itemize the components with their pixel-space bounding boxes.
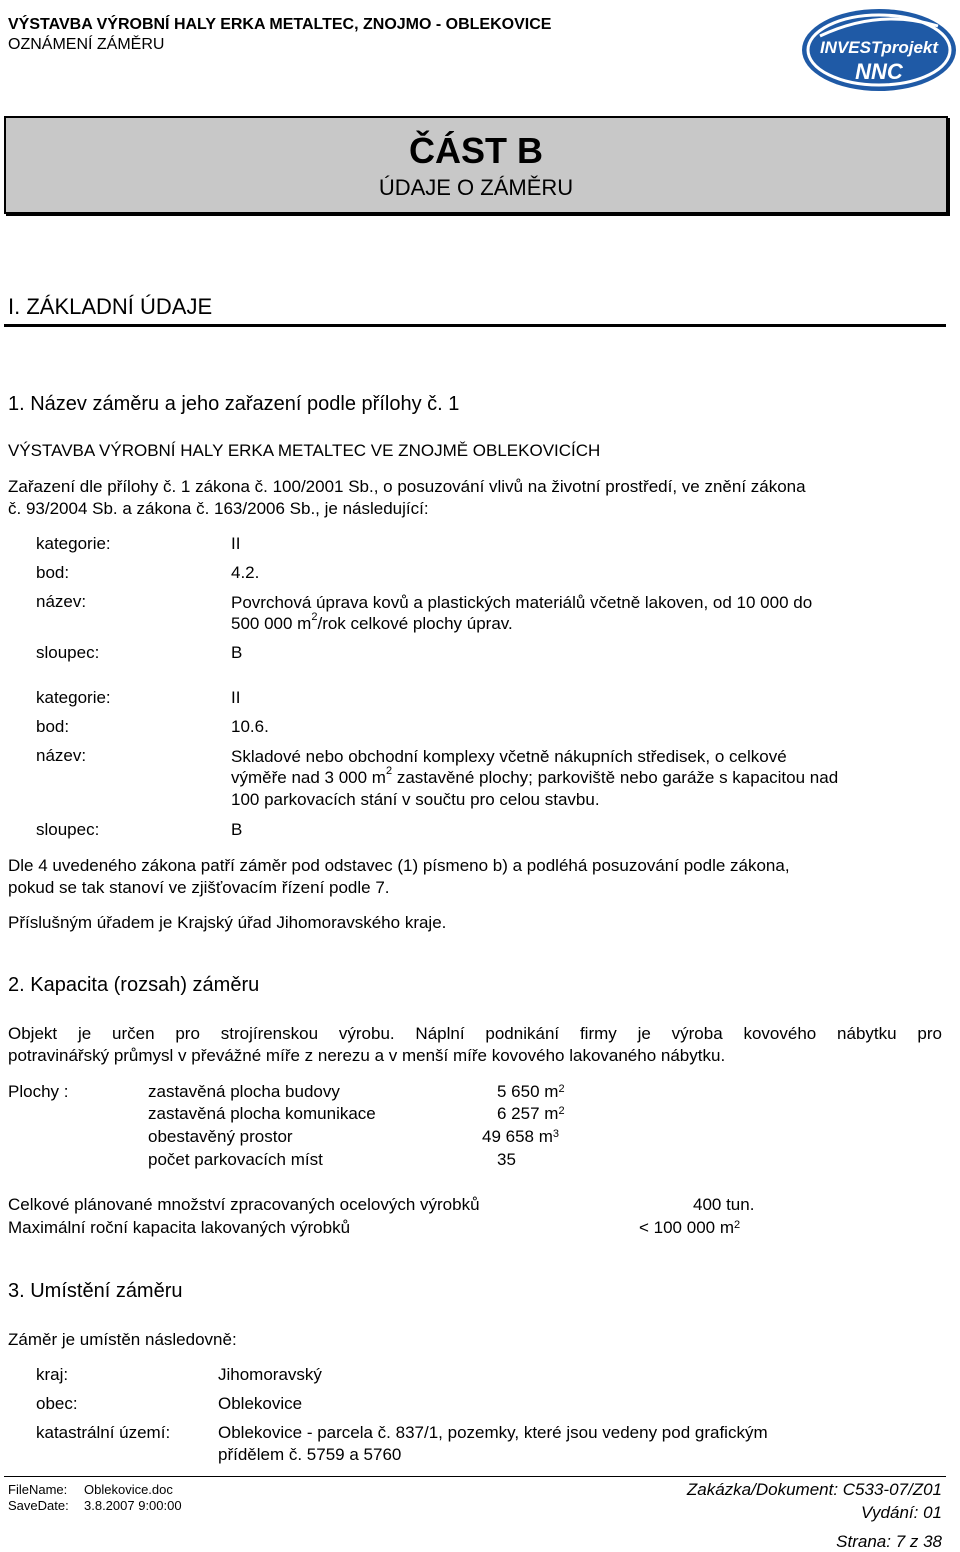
- cat2-sloupec: B: [231, 820, 243, 839]
- plocha-value: 6 257 $m^2$: [497, 1104, 565, 1123]
- obec-value: Oblekovice: [218, 1394, 303, 1413]
- heading-umisteni: 3. Umístění záměru: [8, 1280, 183, 1302]
- cat2-kategorie: II: [231, 688, 241, 707]
- plocha-value: 5 650 $m^2$: [497, 1082, 565, 1101]
- logo-text-line1: INVESTprojekt: [819, 38, 939, 57]
- celkove-mnozstvi-value: 400 tun.: [693, 1195, 755, 1214]
- celkove-mnozstvi-label: Celkové plánované množství zpracovaných ocelových výrobků: [8, 1195, 480, 1214]
- label-kategorie: kategorie:: [36, 534, 111, 553]
- label-nazev: název:: [36, 592, 87, 611]
- heading-nazev-zameru: 1. Název záměru a jeho zařazení podle přílohy č. 1: [8, 393, 460, 415]
- project-name-text: VÝSTAVBA VÝROBNÍ HALY ERKA METALTEC VE ZNOJMĚ OBLEKOVICÍCH: [8, 441, 601, 460]
- cat2-nazev-line2: výměře nad 3 000 $m^2$ zastavěné plochy; parkoviště nebo garáže s kapacitou nad: [231, 765, 839, 787]
- kapacita-line1: Objekt je určen pro strojírenskou výrobu. Náplní podnikání firmy je výroba kovového nábytku pro: [8, 1024, 942, 1043]
- header-project-title: VÝSTAVBA VÝROBNÍ HALY ERKA METALTEC, ZNOJMO - OBLEKOVICE: [8, 16, 552, 33]
- kraj-value: Jihomoravský: [218, 1365, 322, 1384]
- plocha-name: počet parkovacích míst: [148, 1150, 323, 1169]
- label-sloupec: sloupec:: [36, 820, 100, 839]
- label-kategorie: kategorie:: [36, 688, 111, 707]
- footer-page-number: Strana: 7 z 38: [836, 1532, 942, 1551]
- footer-divider: [4, 1476, 946, 1477]
- header-doc-type: OZNÁMENÍ ZÁMĚRU: [8, 36, 165, 53]
- footer-vydani: Vydání: 01: [861, 1503, 942, 1522]
- cat1-kategorie: II: [231, 534, 241, 553]
- cat2-nazev-line3: 100 parkovacích stání v součtu pro celou stavbu.: [231, 790, 600, 809]
- cat1-sloupec: B: [231, 643, 243, 662]
- section-title: I. ZÁKLADNÍ ÚDAJE: [8, 294, 213, 319]
- max-kapacita-label: Maximální roční kapacita lakovaných výrobků: [8, 1218, 351, 1237]
- part-title: ČÁST B: [409, 130, 543, 171]
- kapacita-line2: potravinářský průmysl v převážné míře z nerezu a v menší míře kovového lakovaného nábytku.: [8, 1046, 726, 1065]
- logo-text-line2: NNC: [855, 59, 903, 84]
- section-divider: [4, 324, 946, 327]
- umisteni-intro: Záměr je umístěn následovně:: [8, 1330, 237, 1349]
- footer-filename-label: FileName:: [8, 1482, 68, 1497]
- investprojekt-logo: [800, 4, 958, 92]
- label-bod: bod:: [36, 563, 70, 582]
- kraj-label: kraj:: [36, 1365, 69, 1384]
- katastr-value-line1: Oblekovice - parcela č. 837/1, pozemky, které jsou vedeny pod grafickým: [218, 1423, 768, 1442]
- cat1-nazev-line2: 500 000 $m^2$/rok celkové plochy úprav.: [231, 611, 513, 633]
- footer-savedate-label: SaveDate:: [8, 1498, 69, 1513]
- cat1-bod: 4.2.: [231, 563, 260, 582]
- dle-zakona-line2: pokud se tak stanoví ve zjišťovacím řízení podle 7.: [8, 878, 390, 897]
- part-heading-box: [4, 116, 948, 214]
- zarazeni-line2: č. 93/2004 Sb. a zákona č. 163/2006 Sb., je následující:: [8, 499, 429, 518]
- part-subtitle: ÚDAJE O ZÁMĚRU: [378, 175, 574, 200]
- plocha-value: 35: [497, 1150, 516, 1169]
- footer-zakazka: Zakázka/Dokument: C533-07/Z01: [686, 1480, 942, 1499]
- cat1-nazev-line1: Povrchová úprava kovů a plastických materiálů včetně lakoven, od 10 000 do: [231, 593, 813, 612]
- cat2-nazev-line1: Skladové nebo obchodní komplexy včetně nákupních středisek, o celkové: [231, 747, 787, 766]
- katastr-label: katastrální území:: [36, 1423, 171, 1442]
- cat2-bod: 10.6.: [231, 717, 269, 736]
- zarazeni-line1: Zařazení dle přílohy č. 1 zákona č. 100/2001 Sb., o posuzování vlivů na životní prostředí, ve znění zákona: [8, 477, 806, 496]
- obec-label: obec:: [36, 1394, 78, 1413]
- plocha-name: zastavěná plocha budovy: [148, 1082, 340, 1101]
- footer-filename: Oblekovice.doc: [84, 1482, 173, 1497]
- max-kapacita-value: < 100 000 $m^2$: [639, 1218, 741, 1237]
- plochy-label: Plochy :: [8, 1082, 69, 1101]
- heading-kapacita: 2. Kapacita (rozsah) záměru: [8, 974, 260, 996]
- plocha-name: zastavěná plocha komunikace: [148, 1104, 376, 1123]
- plocha-name: obestavěný prostor: [148, 1127, 293, 1146]
- footer-savedate: 3.8.2007 9:00:00: [84, 1498, 182, 1513]
- label-sloupec: sloupec:: [36, 643, 100, 662]
- katastr-value-line2: přídělem č. 5759 a 5760: [218, 1445, 402, 1464]
- label-nazev: název:: [36, 746, 87, 765]
- dle-zakona-line1: Dle 4 uvedeného zákona patří záměr pod odstavec (1) písmeno b) a podléhá posuzování podle zákona,: [8, 856, 790, 875]
- label-bod: bod:: [36, 717, 70, 736]
- plocha-value: 49 658 $m^3$: [482, 1127, 560, 1146]
- prislusny-urad: Příslušným úřadem je Krajský úřad Jihomoravského kraje.: [8, 913, 447, 932]
